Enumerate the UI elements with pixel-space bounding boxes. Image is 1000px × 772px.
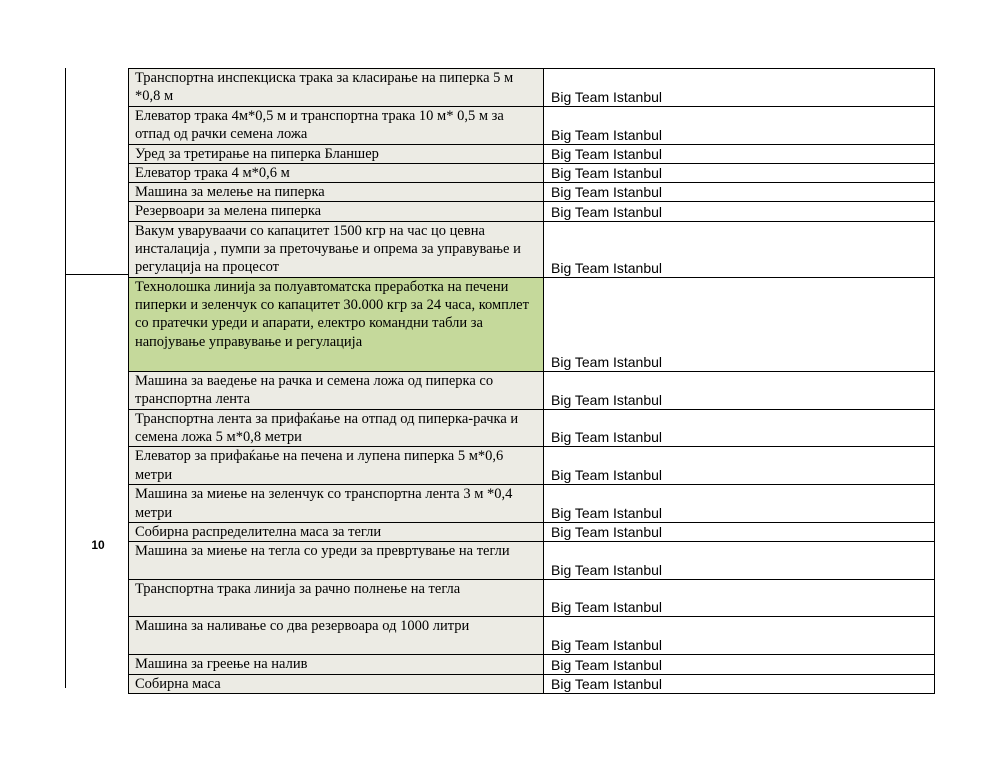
item-supplier: Big Team Istanbul xyxy=(544,183,935,202)
item-supplier: Big Team Istanbul xyxy=(544,144,935,163)
table-row xyxy=(129,183,935,202)
table-row xyxy=(129,277,935,371)
table-row xyxy=(129,144,935,163)
item-description: Машина за миење на зеленчук со транспортна лента 3 м *0,4 метри xyxy=(129,485,544,523)
item-supplier: Big Team Istanbul xyxy=(544,163,935,182)
item-description: Собирна распределителна маса за тегли xyxy=(129,522,544,541)
item-supplier: Big Team Istanbul xyxy=(544,69,935,107)
item-description: Машина за греење на налив xyxy=(129,655,544,674)
item-description: Транспортна лента за прифаќање на отпад од пиперка-рачка и семена ложа 5 м*0,8 метри xyxy=(129,409,544,447)
item-description: Вакум уваруваачи со капацитет 1500 кгр на час цо цевна инсталација , пумпи за преточување и опрема за управување и регулација на процесот xyxy=(129,221,544,277)
table-row xyxy=(129,447,935,485)
group-separator-line xyxy=(65,274,128,275)
table-row xyxy=(129,617,935,655)
table-row xyxy=(129,106,935,144)
table-row xyxy=(129,485,935,523)
item-description: Машина за миење на тегла со уреди за превртување на тегли xyxy=(129,542,544,580)
item-description: Резервоари за мелена пиперка xyxy=(129,202,544,221)
table-row xyxy=(129,163,935,182)
item-description: Елеватор трака 4 м*0,6 м xyxy=(129,163,544,182)
item-supplier: Big Team Istanbul xyxy=(544,542,935,580)
item-description: Елеватор за прифаќање на печена и лупена пиперка 5 м*0,6 метри xyxy=(129,447,544,485)
table-row xyxy=(129,522,935,541)
item-supplier: Big Team Istanbul xyxy=(544,580,935,617)
table-row xyxy=(129,655,935,674)
table-row xyxy=(129,580,935,617)
item-supplier: Big Team Istanbul xyxy=(544,655,935,674)
table-row xyxy=(129,409,935,447)
item-supplier: Big Team Istanbul xyxy=(544,409,935,447)
item-description: Машина за наливање со два резервоара од 1000 литри xyxy=(129,617,544,655)
item-supplier: Big Team Istanbul xyxy=(544,221,935,277)
item-supplier: Big Team Istanbul xyxy=(544,485,935,523)
item-supplier: Big Team Istanbul xyxy=(544,371,935,409)
table-row xyxy=(129,371,935,409)
item-description: Транспортна инспекциска трака за класирање на пиперка 5 м *0,8 м xyxy=(129,69,544,107)
item-supplier: Big Team Istanbul xyxy=(544,617,935,655)
item-supplier: Big Team Istanbul xyxy=(544,447,935,485)
item-description: Транспортна трака линија за рачно полнење на тегла xyxy=(129,580,544,617)
table-row xyxy=(129,69,935,107)
left-border-line xyxy=(65,68,66,688)
item-supplier: Big Team Istanbul xyxy=(544,277,935,371)
table-row xyxy=(129,221,935,277)
item-description: Технолошка линија за полуавтоматска преработка на печени пиперки и зеленчук со капацитет 30.000 кгр за 24 часа, комплет со пратечки уреди и апарати, електро командни табли за напојување управување и регулација xyxy=(129,277,544,371)
item-description: Машина за ваедење на рачка и семена ложа од пиперка со транспортна лента xyxy=(129,371,544,409)
table-row xyxy=(129,542,935,580)
group-number: 10 xyxy=(91,538,105,552)
item-description: Елеватор трака 4м*0,5 м и транспортна трака 10 м* 0,5 м за отпад од рачки семена ложа xyxy=(129,106,544,144)
item-supplier: Big Team Istanbul xyxy=(544,202,935,221)
equipment-table xyxy=(128,68,935,694)
item-description: Уред за третирање на пиперка Бланшер xyxy=(129,144,544,163)
table-row xyxy=(129,674,935,693)
item-supplier: Big Team Istanbul xyxy=(544,522,935,541)
item-description: Машина за мелење на пиперка xyxy=(129,183,544,202)
equipment-table-body xyxy=(129,69,935,694)
item-supplier: Big Team Istanbul xyxy=(544,106,935,144)
item-supplier: Big Team Istanbul xyxy=(544,674,935,693)
item-description: Собирна маса xyxy=(129,674,544,693)
table-row xyxy=(129,202,935,221)
